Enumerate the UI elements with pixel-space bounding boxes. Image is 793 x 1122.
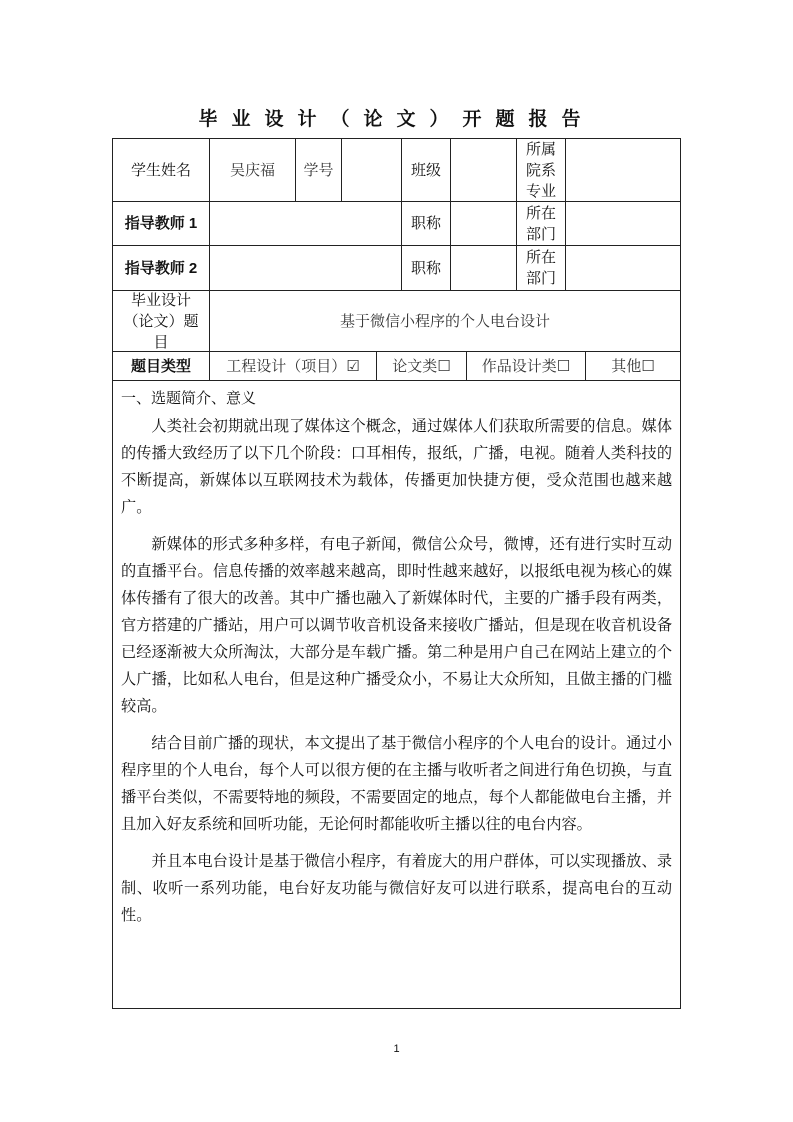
student-id-label: 学号 — [295, 138, 342, 202]
advisor1-value — [209, 201, 402, 246]
advisor1-label: 指导教师 1 — [112, 201, 210, 246]
paragraph-3: 结合目前广播的现状，本文提出了基于微信小程序的个人电台的设计。通过小程序里的个人电台，每个人可以很方便的在主播与收听者之间进行角色切换，与直播平台类似，不需要特地的频段，不需要固定的地点，每个人都能做电台主播，并且加入好友系统和回听功能，无论何时都能收听主播以往的电台内容。 — [121, 734, 672, 833]
paragraph-2: 新媒体的形式多种多样，有电子新闻，微信公众号，微博，还有进行实时互动的直播平台。信息传播的效率越来越高，即时性越来越好，以报纸电视为核心的媒体传播有了很大的改善。其中广播也融入了新媒体时代，主要的广播手段有两类，官方搭建的广播站，用户可以调节收音机设备来接收广播站，但是现在收音机设备已经逐渐被大众所淘汰，大部分是车载广播。第二种是用户自己在网站上建立的个人广播，比如私人电台，但是这种广播受众小，不易让大众所知，且做主播的门槛较高。 — [121, 535, 672, 715]
type-option-work[interactable]: 作品设计类☐ — [466, 351, 586, 381]
page-number: 1 — [393, 1043, 400, 1055]
type-option-engineering[interactable]: 工程设计（项目）☑ — [209, 351, 377, 381]
class-label: 班级 — [401, 138, 451, 202]
class-value — [450, 138, 517, 202]
type-option-thesis[interactable]: 论文类☐ — [376, 351, 467, 381]
paragraph-4: 并且本电台设计是基于微信小程序，有着庞大的用户群体，可以实现播放、录制、收听一系列功能，电台好友功能与微信好友可以进行联系，提高电台的互动性。 — [121, 852, 672, 924]
student-name-label: 学生姓名 — [112, 138, 210, 202]
advisor1-dept-label: 所在 部门 — [516, 201, 566, 246]
student-id-value — [341, 138, 402, 202]
document-title: 毕业设计（论文）开题报告 — [198, 108, 595, 130]
topic-type-label: 题目类型 — [112, 351, 210, 381]
advisor1-dept-value — [565, 201, 681, 246]
advisor2-dept-value — [565, 245, 681, 291]
topic-introduction-section — [112, 380, 681, 1009]
advisor1-title-label: 职称 — [401, 201, 451, 246]
advisor2-title-label: 职称 — [401, 245, 451, 291]
advisor2-label: 指导教师 2 — [112, 245, 210, 291]
paragraph-1: 人类社会初期就出现了媒体这个概念，通过媒体人们获取所需要的信息。媒体的传播大致经历了以下几个阶段：口耳相传，报纸，广播，电视。随着人类科技的不断提高，新媒体以互联网技术为载体，传播更加快捷方便，受众范围也越来越广。 — [121, 417, 672, 516]
advisor2-title-value — [450, 245, 517, 291]
type-option-other[interactable]: 其他☐ — [585, 351, 681, 381]
section-heading: 一、选题简介、意义 — [121, 389, 257, 407]
advisor1-title-value — [450, 201, 517, 246]
college-major-label: 所属 院系 专业 — [516, 138, 566, 202]
student-name-value: 吴庆福 — [209, 138, 296, 202]
advisor2-dept-label: 所在 部门 — [516, 245, 566, 291]
advisor2-value — [209, 245, 402, 291]
topic-label: 毕业设计 （论文）题 目 — [112, 290, 210, 352]
college-major-value — [565, 138, 681, 202]
topic-value: 基于微信小程序的个人电台设计 — [209, 290, 681, 352]
